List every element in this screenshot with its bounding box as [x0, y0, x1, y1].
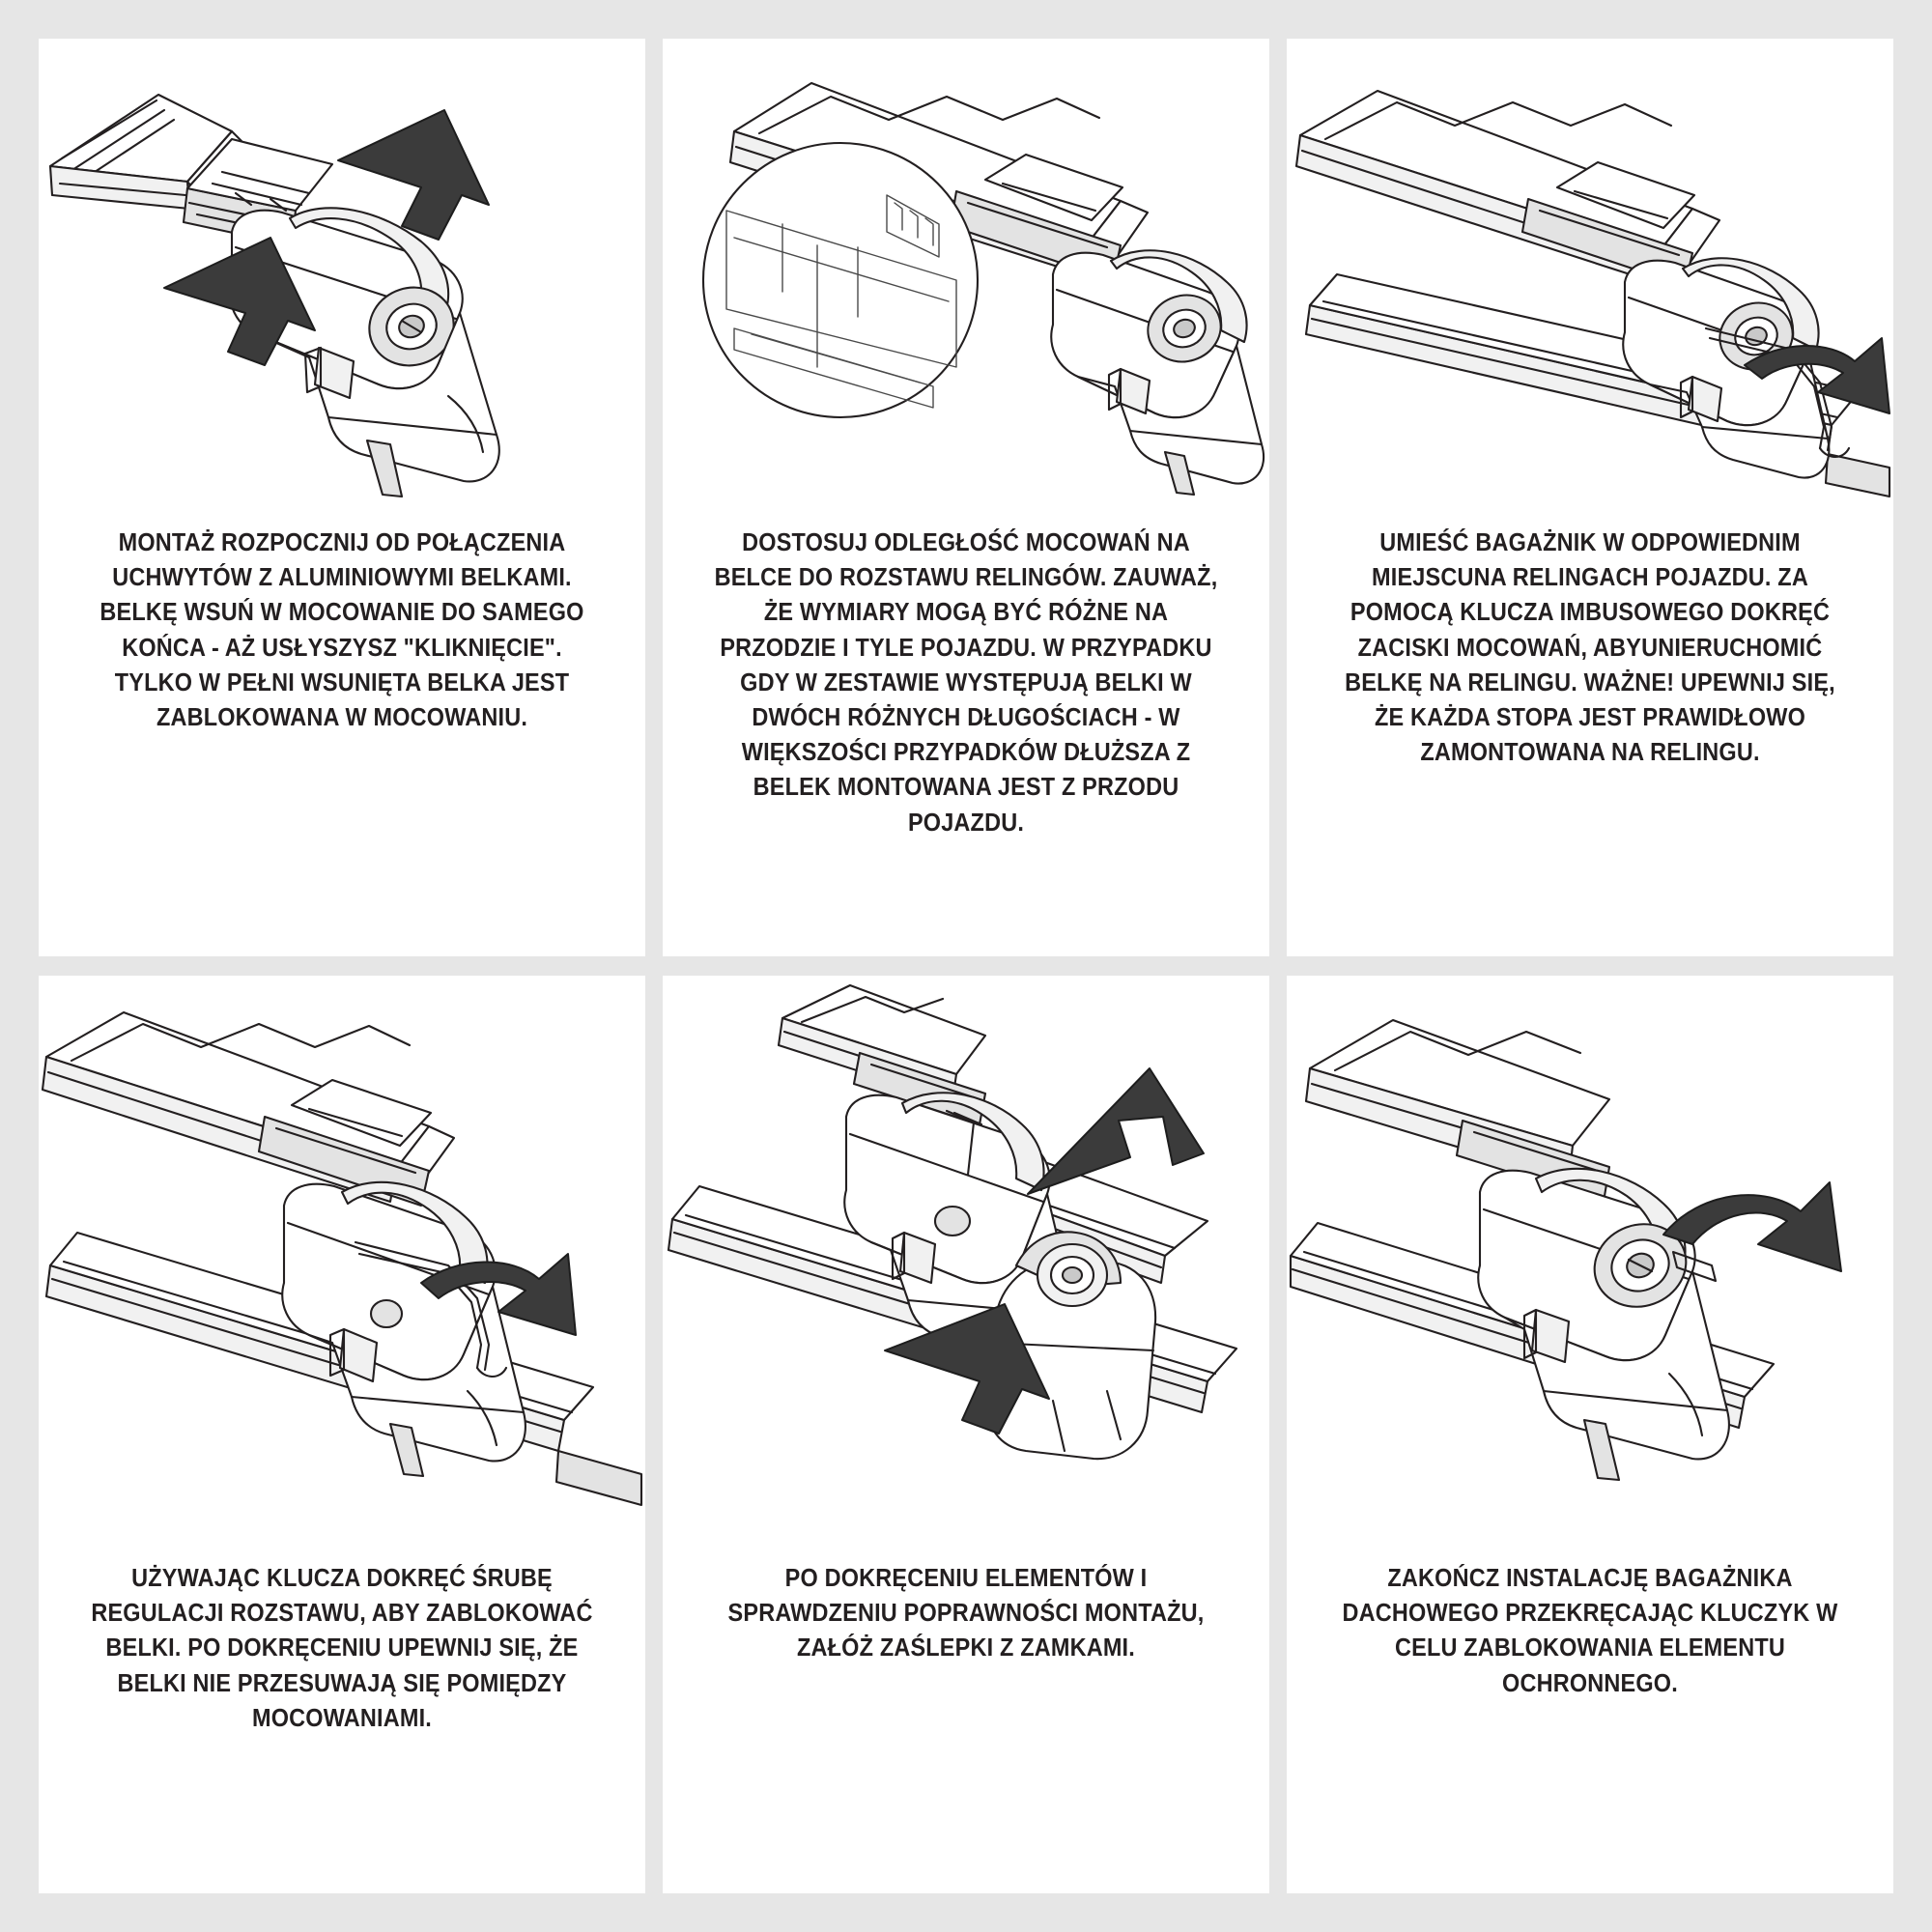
panel-5-caption: PO DOKRĘCENIU ELEMENTÓW I SPRAWDZENIU POPRAWNOŚCI MONTAŻU, ZAŁÓŻ ZAŚLEPKI Z ZAMKAMI.	[727, 1565, 1205, 1662]
roof-rack-foot-icon	[282, 1182, 526, 1476]
panel-2-illustration	[663, 39, 1269, 522]
roof-rack-foot-icon	[1051, 250, 1264, 495]
instruction-panel-4	[39, 976, 645, 1893]
panel-6-illustration	[1287, 976, 1893, 1555]
panel-2-caption: DOSTOSUJ ODLEGŁOŚĆ MOCOWAŃ NA BELCE DO ROZSTAWU RELINGÓW. ZAUWAŻ, ŻE WYMIARY MOGĄ BYĆ RÓŻNE NA PRZODZIE I TYLE POJAZDU. W PRZYPADKU GDY W ZESTAWIE WYSTĘPUJĄ BELKI W DWÓCH RÓŻNYCH DŁUGOŚCIACH - W WIĘKSZOŚCI PRZYPADKÓW DŁUŻSZA Z BELEK MONTOWANA JEST Z PRZODU POJAZDU.	[714, 529, 1218, 837]
aluminium-beam-icon	[43, 1012, 454, 1206]
instruction-panel-5	[663, 976, 1269, 1893]
instruction-panel-2	[663, 39, 1269, 956]
panel-4-caption: UŻYWAJĄC KLUCZA DOKRĘĆ ŚRUBĘ REGULACJI ROZSTAWU, ABY ZABLOKOWAĆ BELKI. PO DOKRĘCENIU UPEWNIJ SIĘ, ŻE BELKI NIE PRZESUWAJĄ SIĘ POMIĘDZY MOCOWANIAMI.	[91, 1565, 593, 1732]
panel-1-caption: MONTAŻ ROZPOCZNIJ OD POŁĄCZENIA UCHWYTÓW Z ALUMINIOWYMI BELKAMI. BELKĘ WSUŃ W MOCOWANIE DO SAMEGO KOŃCA - AŻ USŁYSZYSZ "KLIKNIĘCIE". TYLKO W PEŁNI WSUNIĘTA BELKA JEST ZABLOKOWANA W MOCOWANIU.	[99, 529, 584, 732]
panel-grid	[39, 39, 1893, 1893]
panel-1-illustration	[39, 39, 645, 522]
arrow-up-right-icon	[1028, 1068, 1204, 1194]
panel-3-caption: UMIEŚĆ BAGAŻNIK W ODPOWIEDNIM MIEJSCUNA RELINGACH POJAZDU. ZA POMOCĄ KLUCZA IMBUSOWEGO DOKRĘĆ ZACISKI MOCOWAŃ, ABYUNIERUCHOMIĆ BELKĘ NA RELINGU. WAŻNE! UPEWNIJ SIĘ, ŻE KAŻDA STOPA JEST PRAWIDŁOWO ZAMONTOWANA NA RELINGU.	[1345, 529, 1835, 767]
instruction-panel-1	[39, 39, 645, 956]
panel-4-illustration	[39, 976, 645, 1555]
aluminium-beam-icon	[1296, 91, 1719, 286]
panel-6-caption: ZAKOŃCZ INSTALACJĘ BAGAŻNIKA DACHOWEGO PRZEKRĘCAJĄC KLUCZYK W CELU ZABLOKOWANIA ELEMENTU OCHRONNEGO.	[1342, 1565, 1838, 1697]
panel-3-illustration	[1287, 39, 1893, 522]
instruction-panel-3	[1287, 39, 1893, 956]
instruction-panel-6	[1287, 976, 1893, 1893]
panel-5-illustration	[663, 976, 1269, 1555]
magnifier-detail-circle-icon	[703, 143, 978, 417]
